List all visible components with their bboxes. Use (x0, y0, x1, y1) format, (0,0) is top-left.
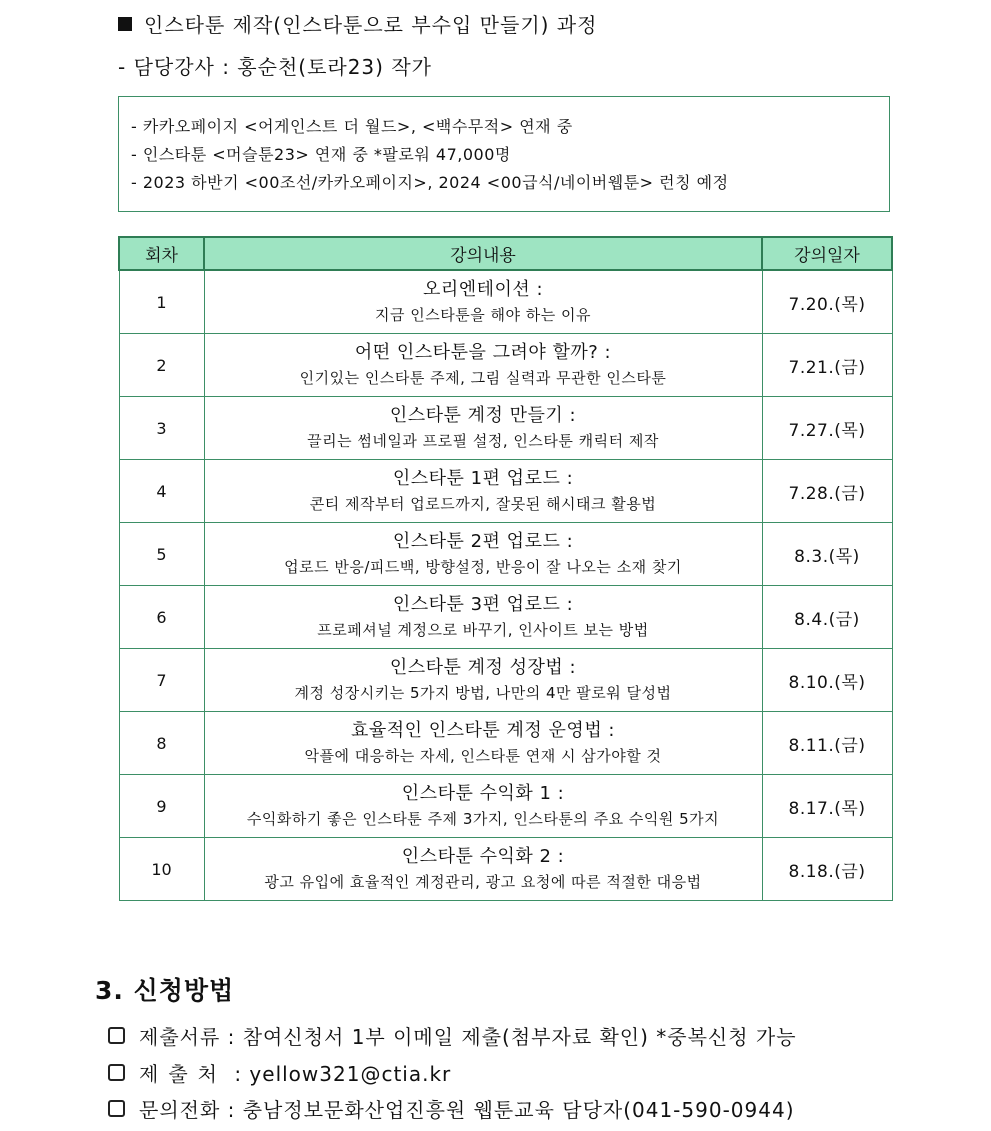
lecture-date: 8.18.(금) (762, 838, 892, 901)
profile-line: - 2023 하반기 <00조선/카카오페이지>, 2024 <00급식/네이버웹툰> 런칭 예정 (131, 173, 729, 192)
lecture-description: 인기있는 인스타툰 주제, 그림 실력과 무관한 인스타툰 (299, 369, 667, 387)
lecture-date: 8.3.(목) (762, 523, 892, 586)
apply-item-value: : 참여신청서 1부 이메일 제출(첨부자료 확인) *중복신청 가능 (220, 1025, 797, 1049)
apply-item-label: 문의전화 (139, 1098, 221, 1122)
table-row (119, 586, 892, 649)
lecture-content (204, 397, 762, 460)
lecture-content (204, 270, 762, 334)
lecture-date: 8.4.(금) (762, 586, 892, 649)
session-number: 6 (119, 586, 204, 649)
checkbox-icon (108, 1064, 125, 1081)
lecture-content (204, 838, 762, 901)
lecture-description: 업로드 반응/피드백, 방향설정, 반응이 잘 나오는 소재 찾기 (284, 558, 682, 576)
lecture-date: 8.11.(금) (762, 712, 892, 775)
table-row (119, 838, 892, 901)
lecture-description: 콘티 제작부터 업로드까지, 잘못된 해시태크 활용법 (309, 495, 657, 513)
checkbox-icon (108, 1100, 125, 1117)
lecture-topic: 인스타툰 계정 성장법 : (389, 657, 577, 678)
session-number: 2 (119, 334, 204, 397)
lecture-description: 수익화하기 좋은 인스타툰 주제 3가지, 인스타툰의 주요 수익원 5가지 (246, 810, 720, 828)
session-number: 10 (119, 838, 204, 901)
header-content: 강의내용 (204, 237, 762, 270)
table-row (119, 523, 892, 586)
lecture-topic: 인스타툰 1편 업로드 : (392, 468, 574, 489)
lecture-content (204, 649, 762, 712)
lecture-date: 8.10.(목) (762, 649, 892, 712)
lecture-content (204, 334, 762, 397)
profile-line: - 인스타툰 <머슬툰23> 연재 중 *팔로워 47,000명 (131, 145, 511, 164)
lecture-date: 8.17.(목) (762, 775, 892, 838)
apply-item-value: : yellow321@ctia.kr (226, 1062, 452, 1086)
apply-item-label: 제출처 (139, 1062, 227, 1086)
apply-item-value: : 충남정보문화산업진흥원 웹툰교육 담당자(041-590-0944) (220, 1098, 795, 1122)
lecture-description: 끌리는 썸네일과 프로필 설정, 인스타툰 캐릭터 제작 (307, 432, 659, 450)
lecture-description: 악플에 대응하는 자세, 인스타툰 연재 시 삼가야할 것 (304, 747, 662, 765)
apply-item-documents (108, 1021, 797, 1050)
lecture-content (204, 460, 762, 523)
lecture-date: 7.27.(목) (762, 397, 892, 460)
checkbox-icon (108, 1027, 125, 1044)
table-row (119, 460, 892, 523)
session-number: 5 (119, 523, 204, 586)
table-header-row (119, 237, 892, 270)
session-number: 7 (119, 649, 204, 712)
header-session: 회차 (119, 237, 204, 270)
lecture-topic: 인스타툰 2편 업로드 : (392, 531, 574, 552)
session-number: 9 (119, 775, 204, 838)
instructor-line: - 담당강사 : 홍순천(토라23) 작가 (118, 55, 432, 79)
lecture-date: 7.21.(금) (762, 334, 892, 397)
session-number: 4 (119, 460, 204, 523)
table-row (119, 649, 892, 712)
lecture-description: 계정 성장시키는 5가지 방법, 나만의 4만 팔로워 달성법 (294, 684, 672, 702)
lecture-schedule-table (118, 236, 893, 901)
lecture-topic: 어떤 인스타툰을 그려야 할까? : (354, 342, 612, 363)
lecture-date: 7.20.(목) (762, 270, 892, 334)
lecture-topic: 인스타툰 계정 만들기 : (389, 405, 577, 426)
instructor-profile-box (118, 96, 890, 212)
lecture-topic: 효율적인 인스타툰 계정 운영법 : (351, 720, 615, 741)
table-row (119, 775, 892, 838)
apply-item-contact (108, 1094, 795, 1123)
table-row (119, 712, 892, 775)
session-number: 8 (119, 712, 204, 775)
profile-line: - 카카오페이지 <어게인스트 더 월드>, <백수무적> 연재 중 (131, 117, 573, 136)
apply-item-submit-to (108, 1058, 451, 1087)
lecture-date: 7.28.(금) (762, 460, 892, 523)
lecture-description: 프로페셔널 계정으로 바꾸기, 인사이트 보는 방법 (317, 621, 649, 639)
lecture-content (204, 523, 762, 586)
table-row (119, 397, 892, 460)
lecture-topic: 인스타툰 3편 업로드 : (392, 594, 574, 615)
lecture-topic: 오리엔테이션 : (422, 279, 544, 300)
apply-item-label: 제출서류 (139, 1025, 221, 1049)
lecture-content (204, 712, 762, 775)
lecture-content (204, 586, 762, 649)
lecture-description: 광고 유입에 효율적인 계정관리, 광고 요청에 따른 적절한 대응법 (264, 873, 702, 891)
table-row (119, 334, 892, 397)
lecture-topic: 인스타툰 수익화 1 : (401, 783, 565, 804)
lecture-content (204, 775, 762, 838)
lecture-topic: 인스타툰 수익화 2 : (401, 846, 565, 867)
header-date: 강의일자 (762, 237, 892, 270)
square-bullet-icon (118, 17, 132, 31)
lecture-description: 지금 인스타툰을 해야 하는 이유 (375, 306, 591, 324)
section-heading: 3. 신청방법 (95, 976, 235, 1005)
table-row (119, 270, 892, 334)
course-title (118, 9, 597, 38)
course-title-text: 인스타툰 제작(인스타툰으로 부수입 만들기) 과정 (144, 13, 598, 37)
session-number: 1 (119, 270, 204, 334)
session-number: 3 (119, 397, 204, 460)
